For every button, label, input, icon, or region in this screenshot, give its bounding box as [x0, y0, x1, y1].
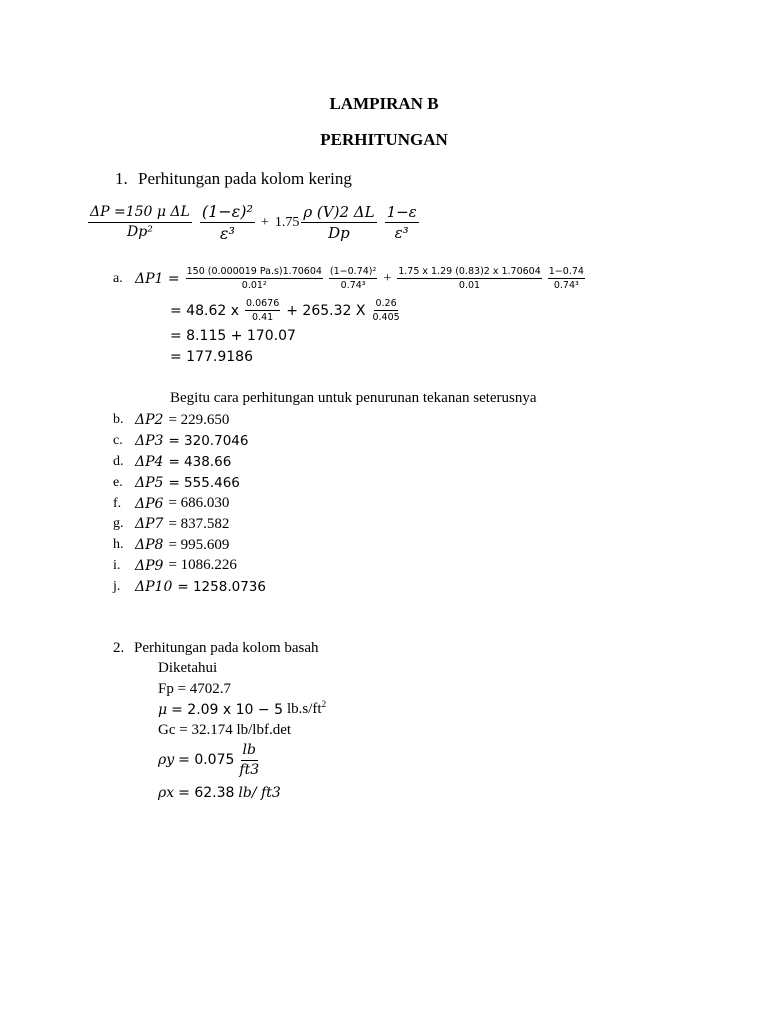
result-name: ΔP4 [135, 453, 164, 470]
calc-a-line4: = 177.9186 [170, 349, 253, 365]
formula-term1-den: ε³ [219, 224, 235, 244]
page-subtitle: PERHITUNGAN [320, 130, 448, 149]
calc-a-line3: = 8.115 + 170.07 [170, 328, 296, 344]
known-label: Diketahui [158, 660, 218, 676]
page-title: LAMPIRAN B [329, 94, 439, 113]
calc-a-frac3 [397, 266, 542, 292]
formula-term1-num: (1−ε)² [200, 202, 255, 223]
result-name: ΔP2 [135, 412, 164, 429]
calc-a-line2-part2: + 265.32 X [286, 302, 366, 319]
formula-term2-den: Dp [328, 224, 350, 243]
calc-a-line2-frac1 [245, 298, 280, 324]
result-row [113, 535, 266, 556]
result-name: ΔP9 [135, 557, 164, 574]
calc-a-frac1-num: 150 (0.000019 Pa.s)1.70604 [186, 266, 323, 279]
rhoy-unit-fraction [237, 742, 261, 779]
result-label: h. [113, 537, 124, 553]
result-name: ΔP5 [135, 474, 164, 491]
calc-a-line2-part1: = 48.62 x [170, 302, 239, 319]
result-name: ΔP6 [135, 495, 164, 512]
fp-value: Fp = 4702.7 [158, 681, 232, 697]
calc-a-frac1-den: 0.01² [241, 280, 267, 292]
calc-a-frac4 [548, 266, 585, 292]
rhox-unit: lb/ ft3 [238, 785, 281, 801]
result-row [113, 410, 266, 431]
formula-term3-den: ε³ [394, 224, 409, 243]
section1-heading [115, 169, 352, 189]
mu-unit-sup: 2 [321, 699, 327, 709]
result-row [113, 576, 266, 597]
result-value: = 1258.0736 [177, 578, 266, 595]
calc-a-frac2 [329, 266, 377, 292]
mu-value [158, 701, 326, 718]
section1-heading-text: Perhitungan pada kolom kering [138, 169, 352, 188]
result-label: f. [113, 495, 122, 511]
calc-a-frac4-den: 0.74³ [553, 280, 579, 292]
calc-a-frac1 [186, 266, 323, 292]
result-row [113, 472, 266, 493]
result-value: = 320.7046 [168, 433, 249, 450]
calc-a-label: a. [113, 270, 123, 286]
mu-symbol: μ [158, 701, 168, 718]
result-label: c. [113, 433, 123, 449]
result-name: ΔP3 [135, 433, 164, 450]
formula-plus: + [260, 214, 269, 230]
result-label: i. [113, 557, 121, 573]
formula-term3-num: 1−ε [386, 203, 417, 222]
rhoy-unit-num: lb [241, 742, 258, 761]
result-label: j. [113, 578, 121, 594]
result-name: ΔP7 [135, 516, 164, 533]
formula-lhs-num: ΔP =150 μ ΔL [88, 204, 192, 223]
mu-equation: = 2.09 x 10 − 5 [171, 701, 283, 718]
result-label: g. [113, 516, 124, 532]
gc-value: Gc = 32.174 lb/lbf.det [158, 722, 292, 738]
formula-lhs-den: Dp² [127, 224, 153, 241]
result-row [113, 452, 266, 473]
formula-term1-fraction [200, 202, 255, 243]
section2-number: 2. [113, 640, 125, 656]
rhox-equation: = 62.38 [178, 785, 235, 801]
mu-unit [287, 701, 326, 718]
rhoy-equation: = 0.075 [178, 752, 235, 769]
section2-heading [113, 640, 319, 657]
result-value: = 438.66 [168, 453, 232, 470]
result-name: ΔP10 [135, 578, 173, 595]
rhox-symbol: ρx [158, 785, 175, 801]
ergun-formula [88, 202, 419, 243]
result-row [113, 556, 266, 577]
formula-lhs-fraction [88, 204, 192, 241]
result-value: = 686.030 [168, 495, 230, 512]
result-value: = 555.466 [168, 474, 240, 491]
calc-a-lhs: ΔP1 = [135, 270, 180, 287]
calc-a-plus: + [383, 270, 392, 286]
calc-a-line2-frac2-num: 0.26 [374, 298, 397, 311]
calc-a-frac2-den: 0.74³ [340, 280, 366, 292]
result-value: = 1086.226 [168, 557, 237, 574]
result-value: = 837.582 [168, 515, 230, 532]
result-row [113, 431, 266, 452]
continuation-note: Begitu cara perhitungan untuk penurunan tekanan seterusnya [170, 390, 537, 406]
calc-a-frac2-num: (1−0.74)² [329, 266, 377, 279]
formula-term3-fraction [385, 203, 419, 242]
calc-a-line2-frac2 [371, 298, 400, 324]
calc-a-frac3-den: 0.01 [458, 280, 481, 292]
result-value: = 995.609 [168, 536, 230, 553]
rhoy-value [158, 742, 261, 779]
rhoy-symbol: ρy [158, 752, 175, 769]
result-label: d. [113, 453, 124, 469]
result-label: b. [113, 412, 124, 428]
formula-term2-num: ρ (V)2 ΔL [303, 203, 375, 222]
calc-a-line1 [113, 266, 585, 292]
rhox-value [158, 785, 281, 801]
calc-a-line2-frac2-den: 0.405 [372, 312, 400, 324]
result-label: e. [113, 474, 123, 490]
calc-a-frac3-num: 1.75 x 1.29 (0.83)2 x 1.70604 [397, 266, 542, 279]
rhoy-unit-den: ft3 [239, 761, 260, 778]
calc-a-line2-frac1-den: 0.41 [252, 312, 274, 324]
calc-a-frac4-num: 1−0.74 [548, 266, 585, 279]
section1-number: 1. [115, 169, 128, 188]
calc-a-line2 [170, 298, 401, 324]
section2-heading-text: Perhitungan pada kolom basah [134, 640, 319, 656]
result-name: ΔP8 [135, 537, 164, 554]
result-row [113, 514, 266, 535]
mu-unit-text: lb.s/ft [287, 701, 322, 717]
result-row [113, 493, 266, 514]
calc-a-line2-frac1-num: 0.0676 [245, 298, 280, 311]
results-list [113, 410, 266, 597]
formula-coefficient: 1.75 [274, 214, 300, 230]
result-value: = 229.650 [168, 411, 230, 428]
formula-term2-fraction [301, 203, 376, 242]
